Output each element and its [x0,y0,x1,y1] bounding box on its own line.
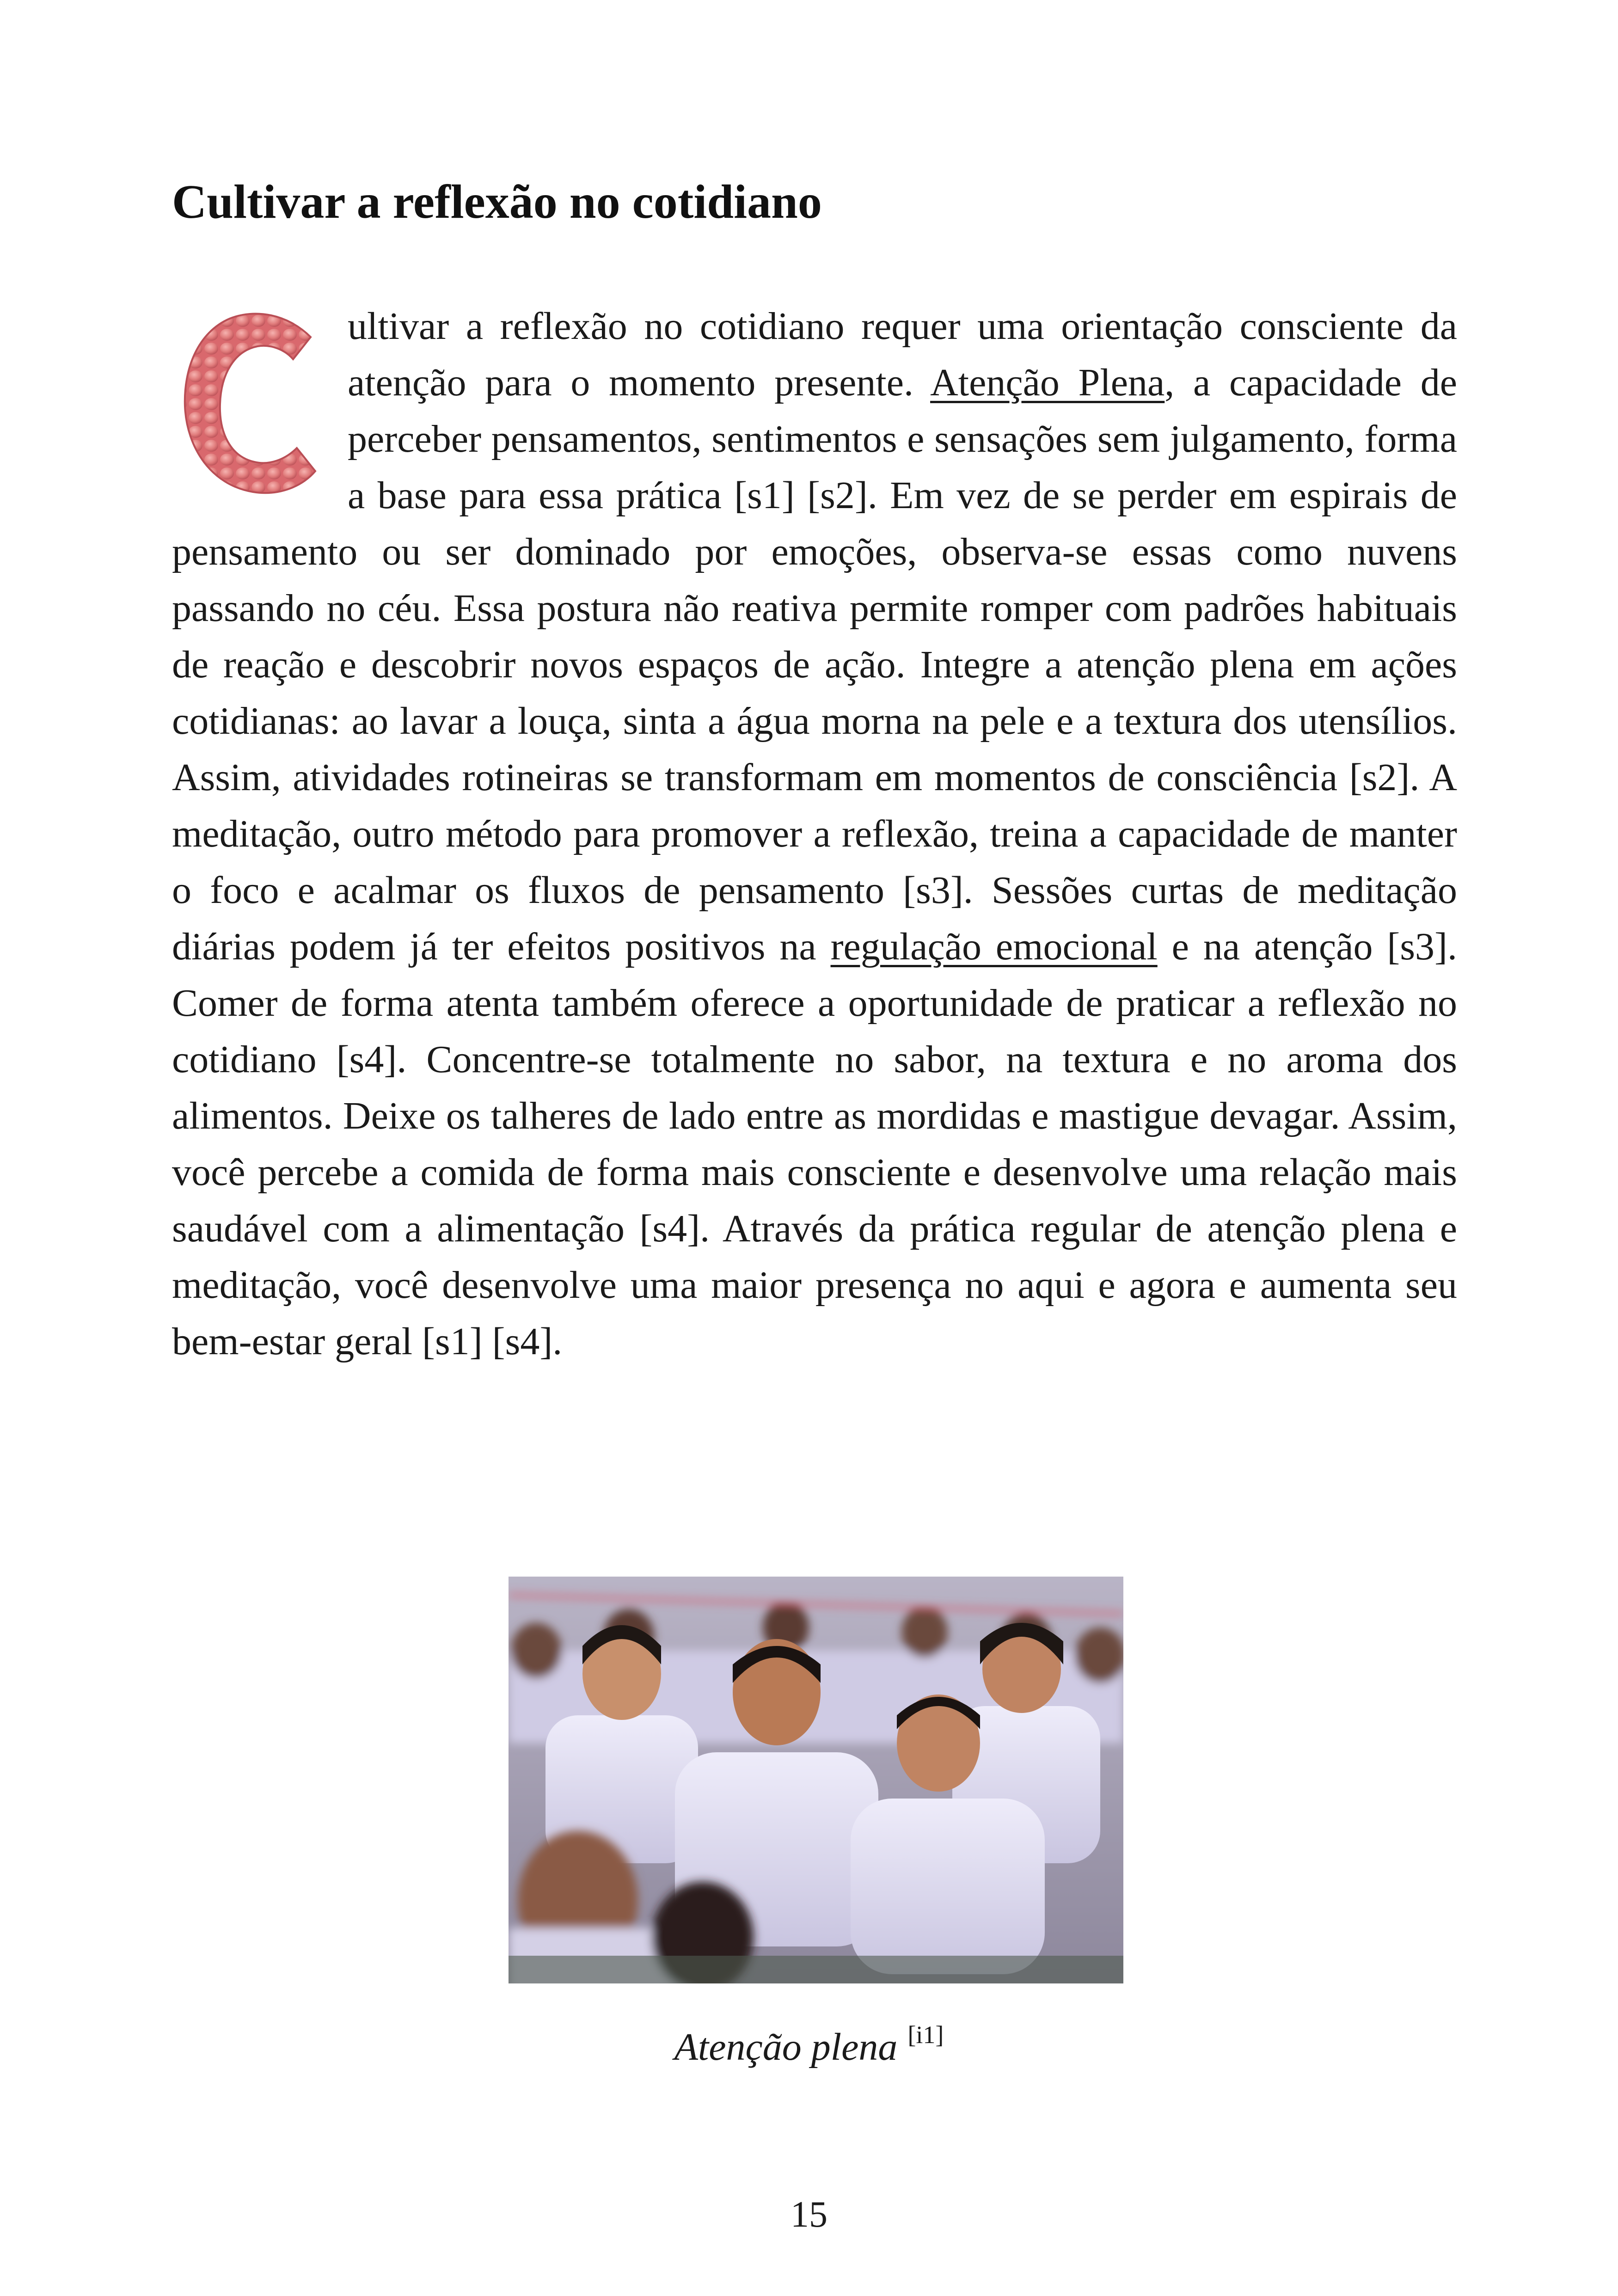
paragraph-text-3: e na atenção [s3]. Comer de forma atenta também oferece a oportunidade de praticar a reflexão no cotidiano [s4]. Concentre-se totalmente no sabor, na textura e no aroma dos alimentos. Deixe os talheres de lado entre as mordidas e mastigue devagar. Assim, você percebe a comida de forma mais consciente e desenvolve uma relação mais saudável com a alimentação [s4]. Através da prática regular de atenção plena e meditação, você desenvolve uma maior presença no aqui e agora e aumenta seu bem-estar geral [s1] [s4]. [172,925,1457,1363]
paragraph-text-1: ultivar a reflexão no cotidiano requer uma orientação consciente da atenção para o momento presente. [348,305,1457,404]
link-atencao-plena[interactable]: Atenção Plena [930,361,1165,404]
body-paragraph [172,298,1457,1370]
paragraph-text-2: , a capacidade de perceber pensamentos, sentimentos e sensações sem julgamento, forma a base para essa prática [s1] [s2]. Em vez de se perder em espirais de pensamento ou ser dominado por emoções, observa-se essas como nuvens passando no céu. Essa postura não reativa permite romper com padrões habituais de reação e descobrir novos espaços de ação. Integre a atenção plena em ações cotidianas: ao lavar a louça, sinta a água morna na pele e a textura dos utensílios. Assim, atividades rotineiras se transformam em momentos de consciência [s2]. A meditação, outro método para promover a reflexão, treina a capacidade de manter o foco e acalmar os fluxos de pensamento [s3]. Sessões curtas de meditação diárias podem já ter efeitos positivos na [172,361,1457,968]
link-regulacao-emocional[interactable]: regulação emocional [830,925,1158,968]
page-number: 15 [791,2194,827,2235]
figure-caption [0,2020,1618,2069]
section-heading: Cultivar a reflexão no cotidiano [172,175,822,228]
caption-text: Atenção plena [674,2026,898,2069]
dropcap-c-icon [172,300,329,503]
caption-ref[interactable]: [i1] [907,2021,944,2049]
meditation-photo [509,1577,1123,1983]
